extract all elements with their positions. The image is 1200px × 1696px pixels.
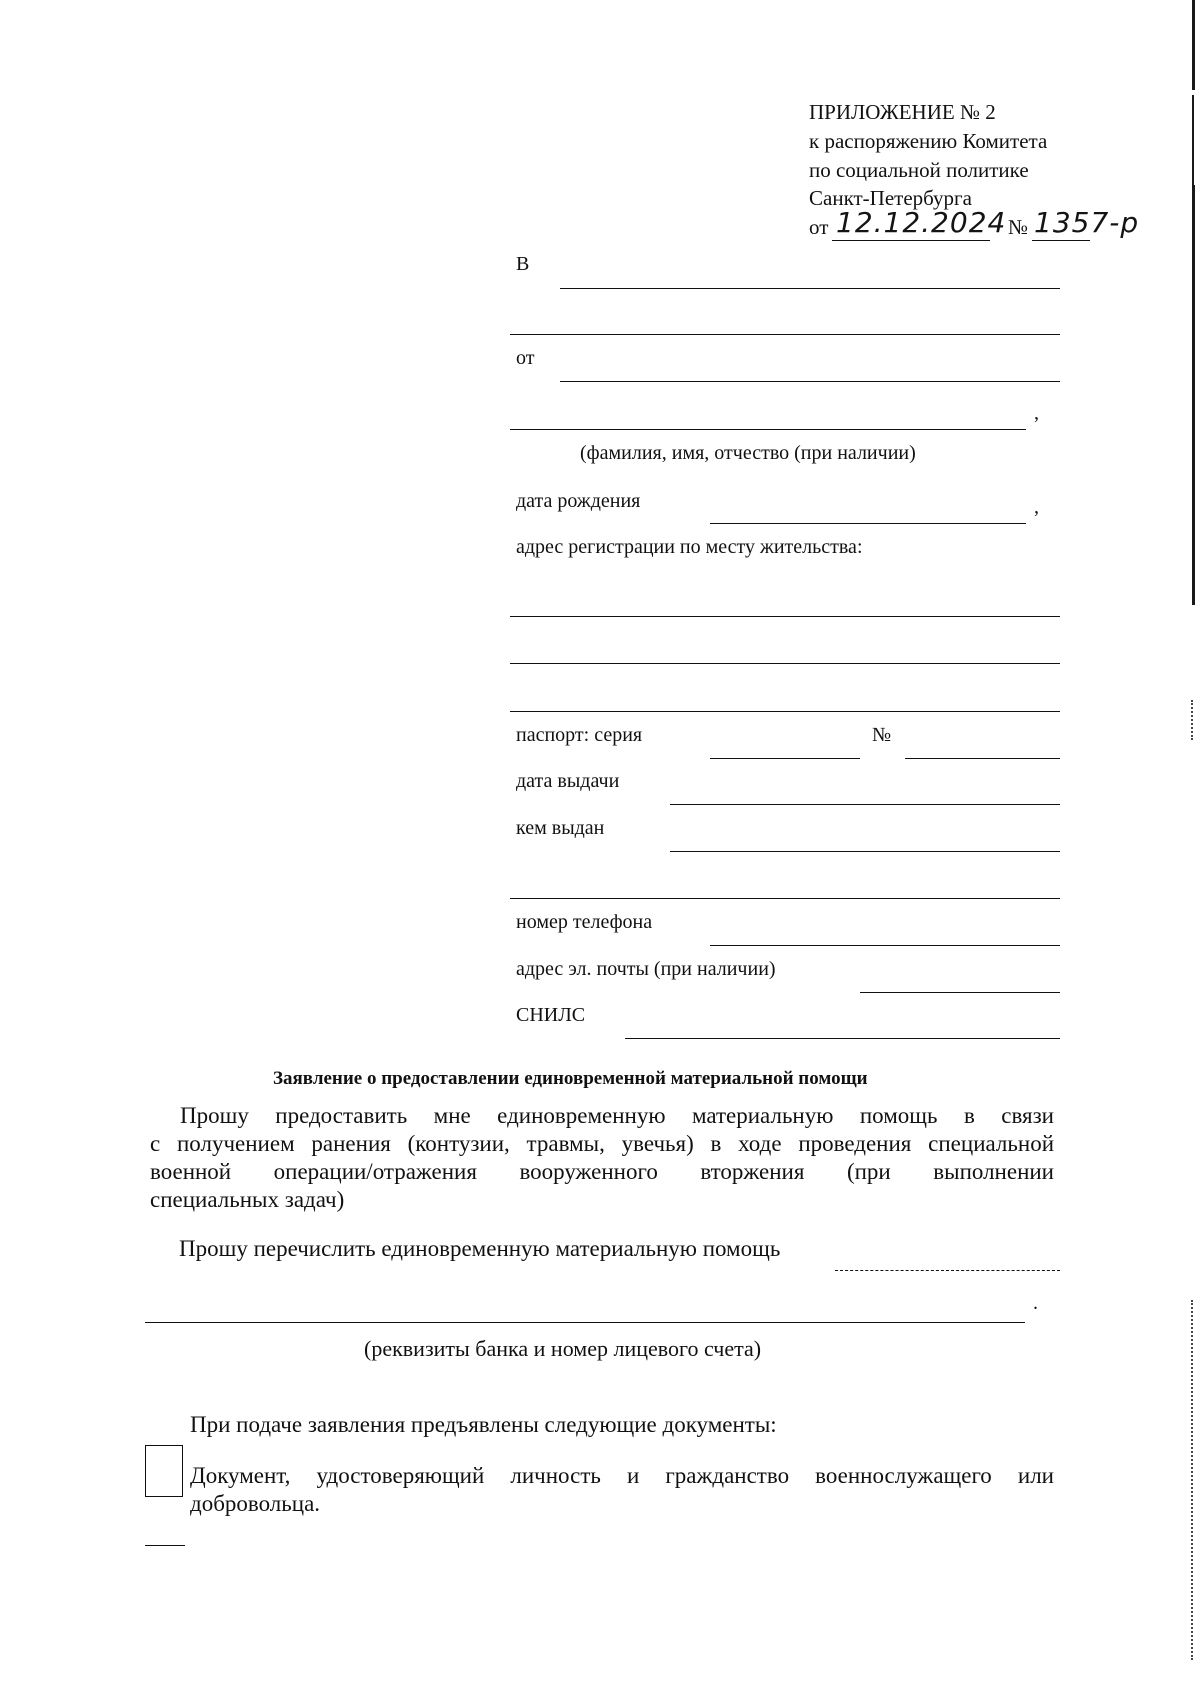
birth-date-label: дата рождения (516, 490, 641, 512)
next-item-marker (145, 1545, 185, 1546)
to-field-2[interactable] (510, 334, 1060, 335)
from-field-2[interactable] (510, 429, 1026, 430)
passport-number-field[interactable] (905, 758, 1060, 759)
fio-caption: (фамилия, имя, отчество (при наличии) (580, 442, 916, 464)
appendix-line-2: к распоряжению Комитета (809, 129, 1048, 153)
email-label: адрес эл. почты (при наличии) (516, 958, 776, 980)
document-1-line-1: Документ, удостоверяющий личность и гражданство военнослужащего или (190, 1463, 1054, 1488)
documents-intro: При подаче заявления предъявлены следующие документы: (190, 1412, 777, 1437)
from-field[interactable] (560, 381, 1060, 382)
email-field[interactable] (860, 992, 1060, 993)
appendix-line-3: по социальной политике (809, 158, 1029, 182)
scan-edge-dots (1191, 700, 1195, 740)
transfer-field[interactable] (835, 1270, 1060, 1271)
statement-title: Заявление о предоставлении единовременной материальной помощи (273, 1068, 868, 1089)
snils-label: СНИЛС (516, 1004, 586, 1026)
passport-series-field[interactable] (710, 758, 860, 759)
phone-label: номер телефона (516, 911, 653, 933)
passport-series-label: паспорт: серия (516, 724, 643, 746)
comma-2: , (1034, 496, 1039, 518)
appendix-line-4: Санкт-Петербурга (809, 186, 972, 210)
from-label: от (516, 347, 535, 369)
transfer-text: Прошу перечислить единовременную материальную помощь (179, 1236, 781, 1261)
issued-by-field-2[interactable] (510, 898, 1060, 899)
document-1-line-2: добровольца. (190, 1491, 321, 1516)
issued-by-field[interactable] (670, 851, 1060, 852)
period-mark: . (1033, 1292, 1038, 1314)
birth-date-field[interactable] (710, 523, 1026, 524)
address-label: адрес регистрации по месту жительства: (516, 536, 863, 558)
number-underline (1032, 240, 1090, 241)
issue-date-field[interactable] (670, 804, 1060, 805)
comma-1: , (1034, 402, 1039, 424)
issued-by-label: кем выдан (516, 817, 605, 839)
scan-edge-dots (1191, 1300, 1195, 1660)
to-label: В (516, 253, 530, 275)
appendix-number-label: № (1008, 215, 1029, 239)
snils-field[interactable] (625, 1038, 1060, 1039)
statement-line-2: с получением ранения (контузии, травмы, увечья) в ходе проведения специальной (150, 1131, 1054, 1156)
address-field-3[interactable] (510, 711, 1060, 712)
issue-date-label: дата выдачи (516, 770, 620, 792)
bank-details-field[interactable] (145, 1322, 1025, 1323)
statement-line-1: Прошу предоставить мне единовременную материальную помощь в связи (180, 1103, 1054, 1128)
scan-edge-mark (1192, 185, 1195, 605)
appendix-date-label: от (809, 215, 829, 239)
phone-field[interactable] (710, 945, 1060, 946)
statement-line-4: специальных задач) (150, 1187, 345, 1212)
date-underline (832, 240, 990, 241)
handwritten-date: 12.12.2024 (836, 206, 1007, 239)
address-field-2[interactable] (510, 663, 1060, 664)
to-field[interactable] (560, 288, 1060, 289)
address-field-1[interactable] (510, 616, 1060, 617)
scan-edge-mark (1192, 0, 1195, 90)
handwritten-number: 1357-р (1034, 206, 1140, 239)
document-1-checkbox[interactable] (145, 1445, 183, 1497)
statement-line-3: военной операции/отражения вооруженного вторжения (при выполнении (150, 1159, 1054, 1184)
bank-caption: (реквизиты банка и номер лицевого счета) (364, 1336, 762, 1361)
passport-number-label: № (872, 724, 892, 746)
appendix-title: ПРИЛОЖЕНИЕ № 2 (809, 100, 996, 124)
